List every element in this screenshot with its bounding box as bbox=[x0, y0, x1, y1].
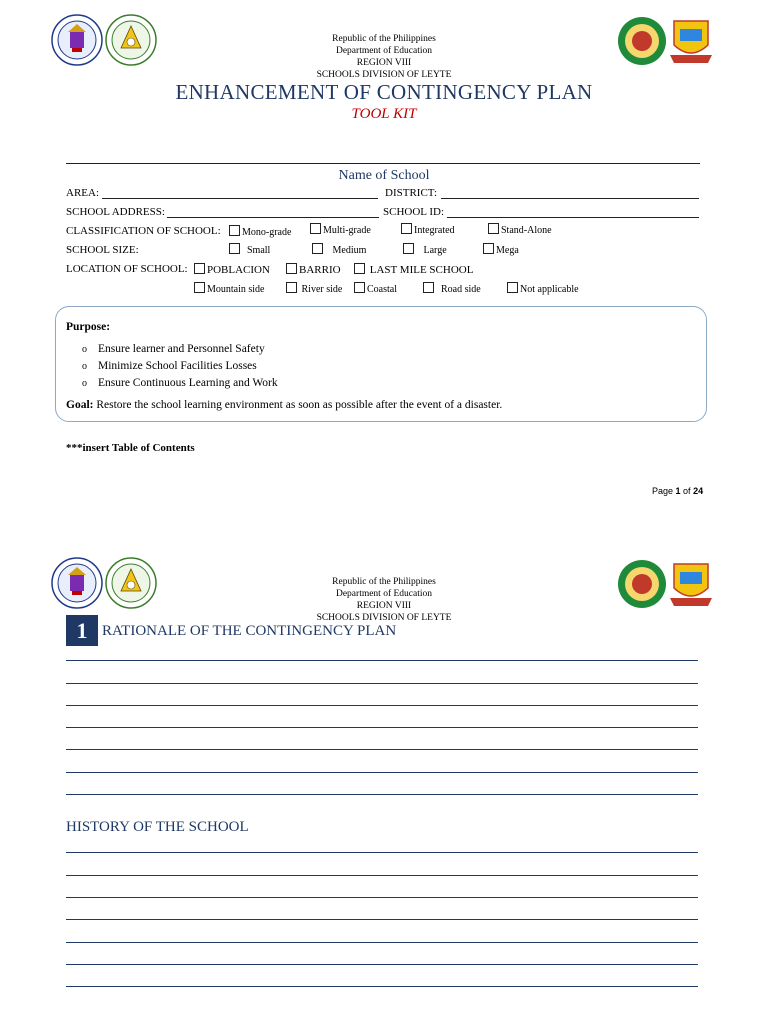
area-field[interactable] bbox=[102, 198, 378, 199]
option-label: Medium bbox=[332, 245, 367, 256]
goal-label: Goal: bbox=[66, 399, 94, 411]
option-label: River side bbox=[301, 284, 343, 295]
checkbox-icon[interactable] bbox=[286, 263, 297, 274]
document-subtitle: TOOL KIT bbox=[351, 106, 417, 122]
header-line-republic: Republic of the Philippines bbox=[332, 577, 436, 587]
checkbox-medium[interactable] bbox=[312, 243, 366, 256]
header-line-department: Department of Education bbox=[335, 46, 433, 56]
school-size-label: SCHOOL SIZE: bbox=[66, 244, 139, 256]
header-block bbox=[0, 33, 768, 81]
checkbox-icon[interactable] bbox=[354, 263, 365, 274]
checkbox-icon[interactable] bbox=[354, 282, 365, 293]
checkbox-large[interactable] bbox=[403, 243, 447, 256]
option-label: Mega bbox=[496, 245, 519, 256]
option-label: Mountain side bbox=[207, 284, 265, 295]
checkbox-icon[interactable] bbox=[286, 282, 297, 293]
checkbox-icon[interactable] bbox=[312, 243, 323, 254]
rationale-line[interactable] bbox=[66, 727, 698, 728]
option-label: Mono-grade bbox=[242, 227, 292, 238]
history-line[interactable] bbox=[66, 986, 698, 987]
checkbox-coastal[interactable] bbox=[354, 282, 397, 295]
checkbox-icon[interactable] bbox=[483, 243, 494, 254]
page-prefix: Page bbox=[652, 486, 676, 496]
goal-statement bbox=[66, 399, 502, 411]
checkbox-integrated[interactable] bbox=[401, 223, 455, 236]
checkbox-poblacion[interactable] bbox=[194, 263, 270, 276]
name-of-school-label: Name of School bbox=[338, 168, 430, 183]
checkbox-mono-grade[interactable] bbox=[229, 225, 291, 238]
page-of: of bbox=[680, 486, 694, 496]
page-total: 24 bbox=[693, 486, 704, 496]
checkbox-icon[interactable] bbox=[488, 223, 499, 234]
circle-bullet-icon: o bbox=[82, 378, 87, 389]
document-title: ENHANCEMENT OF CONTINGENCY PLAN bbox=[175, 80, 593, 104]
option-label: Large bbox=[423, 245, 447, 256]
checkbox-icon[interactable] bbox=[403, 243, 414, 254]
checkbox-multi-grade[interactable] bbox=[310, 223, 371, 236]
top-divider-line bbox=[66, 163, 700, 164]
checkbox-icon[interactable] bbox=[229, 243, 240, 254]
rationale-heading: RATIONALE OF THE CONTINGENCY PLAN bbox=[102, 623, 397, 639]
checkbox-icon[interactable] bbox=[401, 223, 412, 234]
rationale-line[interactable] bbox=[66, 660, 698, 661]
checkbox-river-side[interactable] bbox=[286, 282, 342, 295]
history-line[interactable] bbox=[66, 875, 698, 876]
header-line-region: REGION VIII bbox=[356, 601, 412, 611]
page-number bbox=[652, 486, 703, 496]
purpose-item bbox=[82, 377, 278, 389]
option-label: Not applicable bbox=[520, 284, 579, 295]
rationale-line[interactable] bbox=[66, 705, 698, 706]
checkbox-icon[interactable] bbox=[229, 225, 240, 236]
school-id-label: SCHOOL ID: bbox=[383, 206, 445, 218]
header-line-republic: Republic of the Philippines bbox=[332, 34, 436, 44]
checkbox-mega[interactable] bbox=[483, 243, 519, 256]
header-line-region: REGION VIII bbox=[356, 58, 412, 68]
area-label: AREA: bbox=[66, 187, 99, 199]
page-current: 1 bbox=[675, 486, 681, 496]
rationale-line[interactable] bbox=[66, 749, 698, 750]
option-label: Coastal bbox=[367, 284, 397, 295]
option-label: POBLACION bbox=[207, 264, 270, 276]
purpose-label: Purpose: bbox=[66, 321, 111, 333]
history-line[interactable] bbox=[66, 897, 698, 898]
classification-label: CLASSIFICATION OF SCHOOL: bbox=[66, 225, 221, 237]
goal-text: Restore the school learning environment as soon as possible after the event of a disaster. bbox=[93, 399, 503, 411]
school-id-field[interactable] bbox=[447, 217, 699, 218]
option-label: LAST MILE SCHOOL bbox=[369, 264, 474, 276]
checkbox-icon[interactable] bbox=[423, 282, 434, 293]
rationale-line[interactable] bbox=[66, 794, 698, 795]
header-line-division: SCHOOLS DIVISION OF LEYTE bbox=[316, 70, 452, 80]
checkbox-mountain-side[interactable] bbox=[194, 282, 265, 295]
checkbox-barrio[interactable] bbox=[286, 263, 341, 276]
rationale-line[interactable] bbox=[66, 772, 698, 773]
purpose-item bbox=[82, 360, 257, 372]
purpose-item-text: Minimize School Facilities Losses bbox=[98, 360, 257, 372]
checkbox-not-applicable[interactable] bbox=[507, 282, 579, 295]
checkbox-icon[interactable] bbox=[310, 223, 321, 234]
history-line[interactable] bbox=[66, 919, 698, 920]
option-label: Integrated bbox=[414, 225, 455, 236]
purpose-item-text: Ensure Continuous Learning and Work bbox=[98, 377, 278, 389]
option-label: Multi-grade bbox=[323, 225, 371, 236]
history-heading: HISTORY OF THE SCHOOL bbox=[66, 819, 249, 835]
toc-note: ***insert Table of Contents bbox=[66, 442, 195, 454]
checkbox-last-mile-school[interactable] bbox=[354, 263, 473, 276]
purpose-item-text: Ensure learner and Personnel Safety bbox=[98, 343, 265, 355]
option-label: BARRIO bbox=[299, 264, 341, 276]
school-address-label: SCHOOL ADDRESS: bbox=[66, 206, 165, 218]
header-line-department: Department of Education bbox=[335, 589, 433, 599]
rationale-line[interactable] bbox=[66, 683, 698, 684]
checkbox-stand-alone[interactable] bbox=[488, 223, 552, 236]
checkbox-icon[interactable] bbox=[194, 263, 205, 274]
circle-bullet-icon: o bbox=[82, 344, 87, 355]
option-label: Stand-Alone bbox=[501, 225, 552, 236]
checkbox-small[interactable] bbox=[229, 243, 270, 256]
header-block bbox=[0, 576, 768, 624]
option-label: Small bbox=[247, 245, 271, 256]
district-label: DISTRICT: bbox=[385, 187, 438, 199]
option-label: Road side bbox=[441, 284, 481, 295]
checkbox-road-side[interactable] bbox=[423, 282, 481, 295]
school-address-field[interactable] bbox=[167, 217, 379, 218]
circle-bullet-icon: o bbox=[82, 361, 87, 372]
checkbox-icon[interactable] bbox=[507, 282, 518, 293]
checkbox-icon[interactable] bbox=[194, 282, 205, 293]
history-line[interactable] bbox=[66, 964, 698, 965]
section-number-badge: 1 bbox=[66, 615, 98, 646]
location-label: LOCATION OF SCHOOL: bbox=[66, 263, 188, 275]
history-line[interactable] bbox=[66, 852, 698, 853]
district-field[interactable] bbox=[441, 198, 699, 199]
header-line-division: SCHOOLS DIVISION OF LEYTE bbox=[316, 613, 452, 623]
purpose-item bbox=[82, 343, 265, 355]
history-line[interactable] bbox=[66, 942, 698, 943]
